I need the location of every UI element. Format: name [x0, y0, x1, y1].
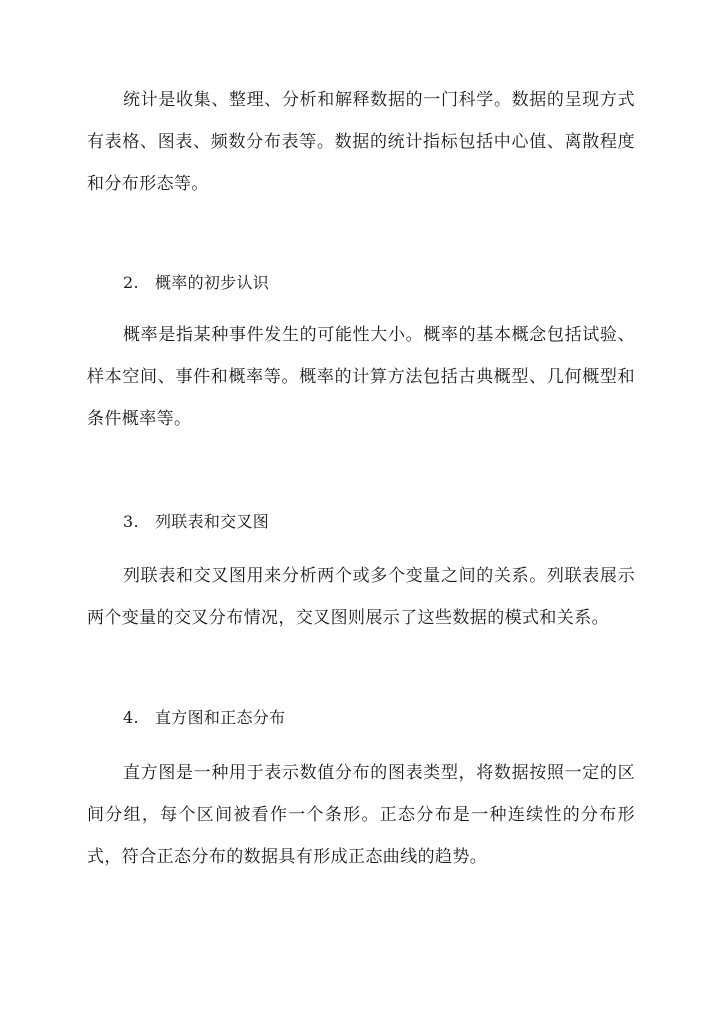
- section-number: 3.: [123, 512, 139, 531]
- section-heading-3: [123, 511, 269, 533]
- section-title: 直方图和正态分布: [155, 708, 286, 727]
- section-title: 概率的初步认识: [155, 273, 270, 292]
- paragraph-contingency: 列联表和交叉图用来分析两个或多个变量之间的关系。列联表展示两个变量的交叉分布情况，交叉图则展示了这些数据的模式和关系。: [87, 566, 635, 628]
- section-number: 4.: [123, 708, 139, 727]
- paragraph-probability: 概率是指某种事件发生的可能性大小。概率的基本概念包括试验、样本空间、事件和概率等。概率的计算方法包括古典概型、几何概型和条件概率等。: [87, 325, 635, 429]
- section-heading-2: [123, 272, 269, 294]
- section-heading-4: [123, 707, 285, 729]
- paragraph-histogram: 直方图是一种用于表示数值分布的图表类型，将数据按照一定的区间分组，每个区间被看作一个条形。正态分布是一种连续性的分布形式，符合正态分布的数据具有形成正态曲线的趋势。: [87, 763, 635, 867]
- section-title: 列联表和交叉图: [155, 512, 270, 531]
- section-number: 2.: [123, 273, 139, 292]
- paragraph-statistics: 统计是收集、整理、分析和解释数据的一门科学。数据的呈现方式有表格、图表、频数分布表等。数据的统计指标包括中心值、离散程度和分布形态等。: [87, 90, 635, 194]
